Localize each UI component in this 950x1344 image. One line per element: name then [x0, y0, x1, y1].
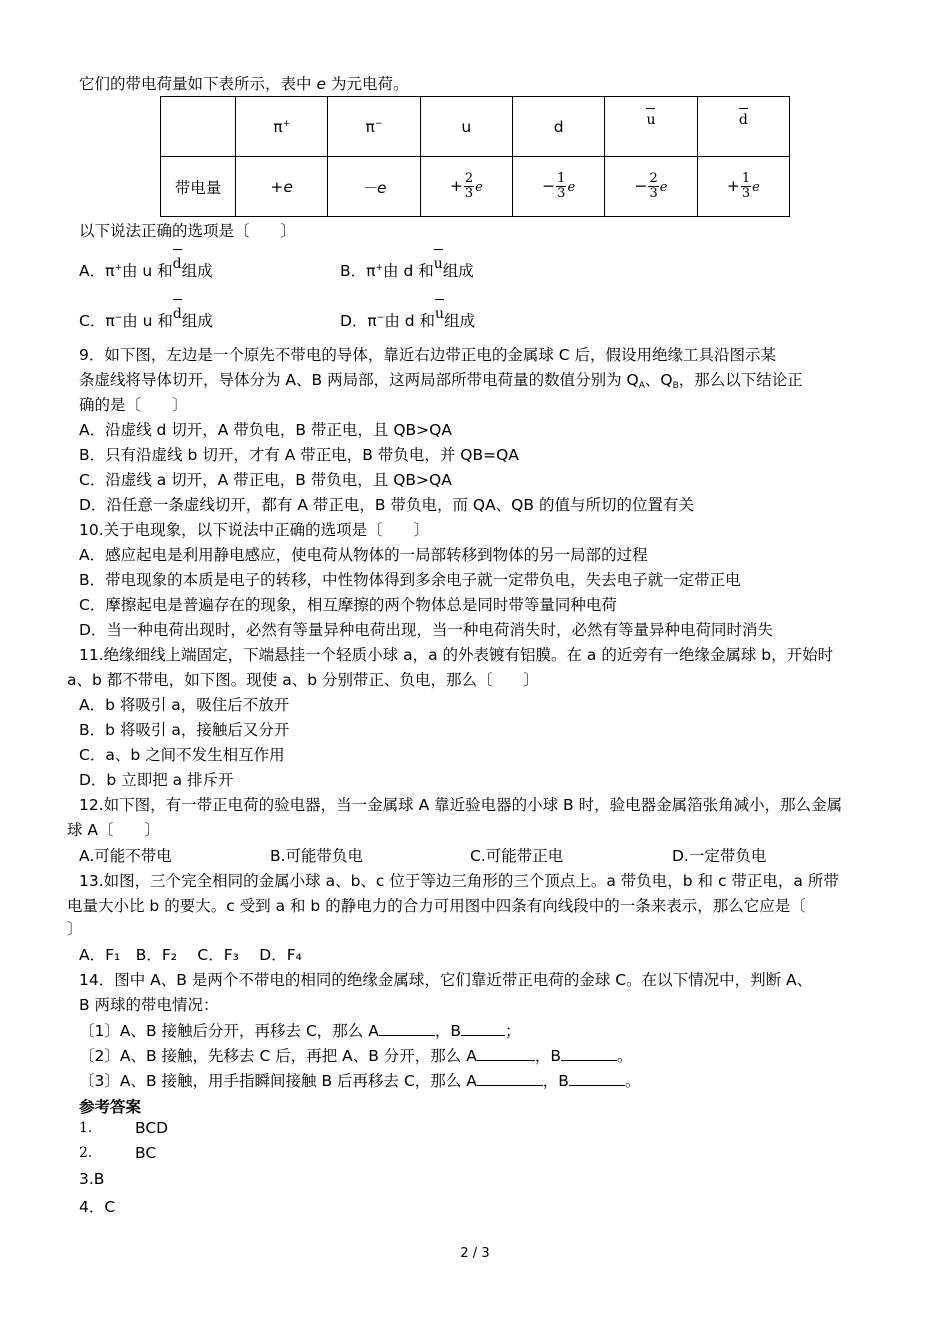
q12-option-c: C.可能带正电: [470, 847, 564, 865]
q10-option-a: A．感应起电是利用静电感应，使电荷从物体的一局部转移到物体的另一局部的过程: [79, 546, 648, 564]
charge-u-bar: − $\frac{2}{3}$ e: [605, 157, 697, 217]
q14-line1: 14．图中 A、B 是两个不带电的相同的绝缘金属球，它们靠近带正电荷的金球 C。在以下情况中，判断 A、: [79, 971, 813, 989]
header-pi-plus: π+: [236, 97, 328, 157]
q13-line3: 〕: [67, 920, 83, 938]
header-u-bar: u: [605, 97, 697, 157]
q9-line3: 确的是〔 〕: [79, 396, 188, 414]
charge-u: + $\frac{2}{3}$ e: [420, 157, 512, 217]
charge-pi-minus: －e: [328, 157, 420, 217]
q13-line2: 电量大小比 b 的要大。c 受到 a 和 b 的静电力的合力可用图中四条有向线段中的一条来表示，那么它应是〔: [67, 897, 806, 915]
charge-pi-plus: +e: [236, 157, 328, 217]
q11-option-a: A．b 将吸引 a，吸住后不放开: [79, 696, 290, 714]
q10-option-b: B．带电现象的本质是电子的转移，中性物体得到多余电子就一定带负电，失去电子就一定带正电: [79, 571, 741, 589]
q10-stem: 10.关于电现象，以下说法中正确的选项是〔 〕: [79, 521, 430, 539]
q11-option-c: C．a、b 之间不发生相互作用: [79, 746, 285, 764]
q13-options: A．F₁ B．F₂ C．F₃ D．F₄: [79, 946, 302, 964]
answer-1-num: 1.: [79, 1120, 93, 1136]
header-pi-minus: π−: [328, 97, 420, 157]
answer-3: 3.B: [79, 1170, 105, 1188]
q9-option-c: C．沿虚线 a 切开，A 带正电，B 带负电，且 QB>QA: [79, 471, 452, 489]
answer-4: 4．C: [79, 1198, 116, 1216]
q9-line1: 9．如下图，左边是一个原先不带电的导体，靠近右边带正电的金属球 C 后，假设用绝缘工具沿图示某: [79, 346, 777, 364]
answer-1-value: BCD: [135, 1119, 169, 1137]
charge-table: [160, 96, 790, 217]
q11-line2: a、b 都不带电，如下图。现使 a、b 分别带正、负电，那么〔 〕: [67, 671, 539, 689]
table-corner: [161, 97, 236, 157]
q12-line1: 12.如下图，有一带正电荷的验电器，当一金属球 A 靠近验电器的小球 B 时，验电器金属箔张角减小，那么金属: [79, 796, 843, 814]
q12-option-a: A.可能不带电: [79, 847, 172, 865]
row-label: 带电量: [161, 157, 236, 217]
q8-stem: 以下说法正确的选项是〔 〕: [79, 222, 297, 240]
q14-line2: B 两球的带电情况：: [79, 996, 219, 1014]
q9-line2: 条虚线将导体切开，导体分为 A、B 两局部，这两局部所带电荷量的数值分别为 $Q_A$、$Q_B$，那么以下结论正: [79, 371, 803, 391]
q14-sub2: 〔2〕A、B 接触，先移去 C 后，再把 A、B 分开，那么 A ，B 。: [79, 1044, 632, 1067]
answers-title: 参考答案: [79, 1098, 142, 1116]
q12-option-b: B.可能带负电: [270, 847, 364, 865]
q9-option-b: B．只有沿虚线 b 切开，才有 A 带正电，B 带负电，并 QB=QA: [79, 446, 519, 464]
q11-option-b: B．b 将吸引 a，接触后又分开: [79, 721, 290, 739]
q8-option-a: A．π+由 u 和d组成: [79, 257, 213, 283]
answer-2-num: 2.: [79, 1145, 93, 1161]
q10-option-d: D．当一种电荷出现时，必然有等量异种电荷出现，当一种电荷消失时，必然有等量异种电荷同时消失: [79, 621, 773, 639]
charge-d-bar: + $\frac{1}{3}$ e: [697, 157, 789, 217]
intro-line: 它们的带电荷量如下表所示，表中 e 为元电荷。: [79, 75, 409, 93]
q9-option-d: D．沿任意一条虚线切开，都有 A 带正电，B 带负电，而 QA、QB 的值与所切的位置有关: [79, 496, 694, 514]
header-d: d: [512, 97, 604, 157]
header-u: u: [420, 97, 512, 157]
q8-option-c: C．π−由 u 和d组成: [79, 307, 213, 333]
q11-option-d: D．b 立即把 a 排斥开: [79, 771, 234, 789]
q10-option-c: C．摩擦起电是普遍存在的现象，相互摩擦的两个物体总是同时带等量同种电荷: [79, 596, 617, 614]
answer-2-value: BC: [135, 1144, 157, 1162]
header-d-bar: d: [697, 97, 789, 157]
page-number: 2 / 3: [460, 1246, 490, 1261]
q14-sub3: 〔3〕A、B 接触，用手指瞬间接触 B 后再移去 C，那么 A ，B 。: [79, 1069, 640, 1092]
q8-option-b: B．π+由 d 和u组成: [340, 257, 474, 283]
q9-option-a: A．沿虚线 d 切开，A 带负电，B 带正电，且 QB>QA: [79, 421, 452, 439]
q8-option-d: D．π−由 d 和u组成: [340, 307, 475, 333]
q12-option-d: D.一定带负电: [672, 847, 767, 865]
charge-d: − $\frac{1}{3}$ e: [512, 157, 604, 217]
q13-line1: 13.如图，三个完全相同的金属小球 a、b、c 位于等边三角形的三个顶点上。a 带负电，b 和 c 带正电，a 所带: [79, 872, 839, 890]
q14-sub1: 〔1〕A、B 接触后分开，再移去 C，那么 A ，B ；: [79, 1019, 520, 1042]
q12-line2: 球 A〔 〕: [67, 821, 161, 839]
q11-line1: 11.绝缘细线上端固定，下端悬挂一个轻质小球 a，a 的外表镀有铝膜。在 a 的近旁有一绝缘金属球 b，开始时: [79, 646, 834, 664]
